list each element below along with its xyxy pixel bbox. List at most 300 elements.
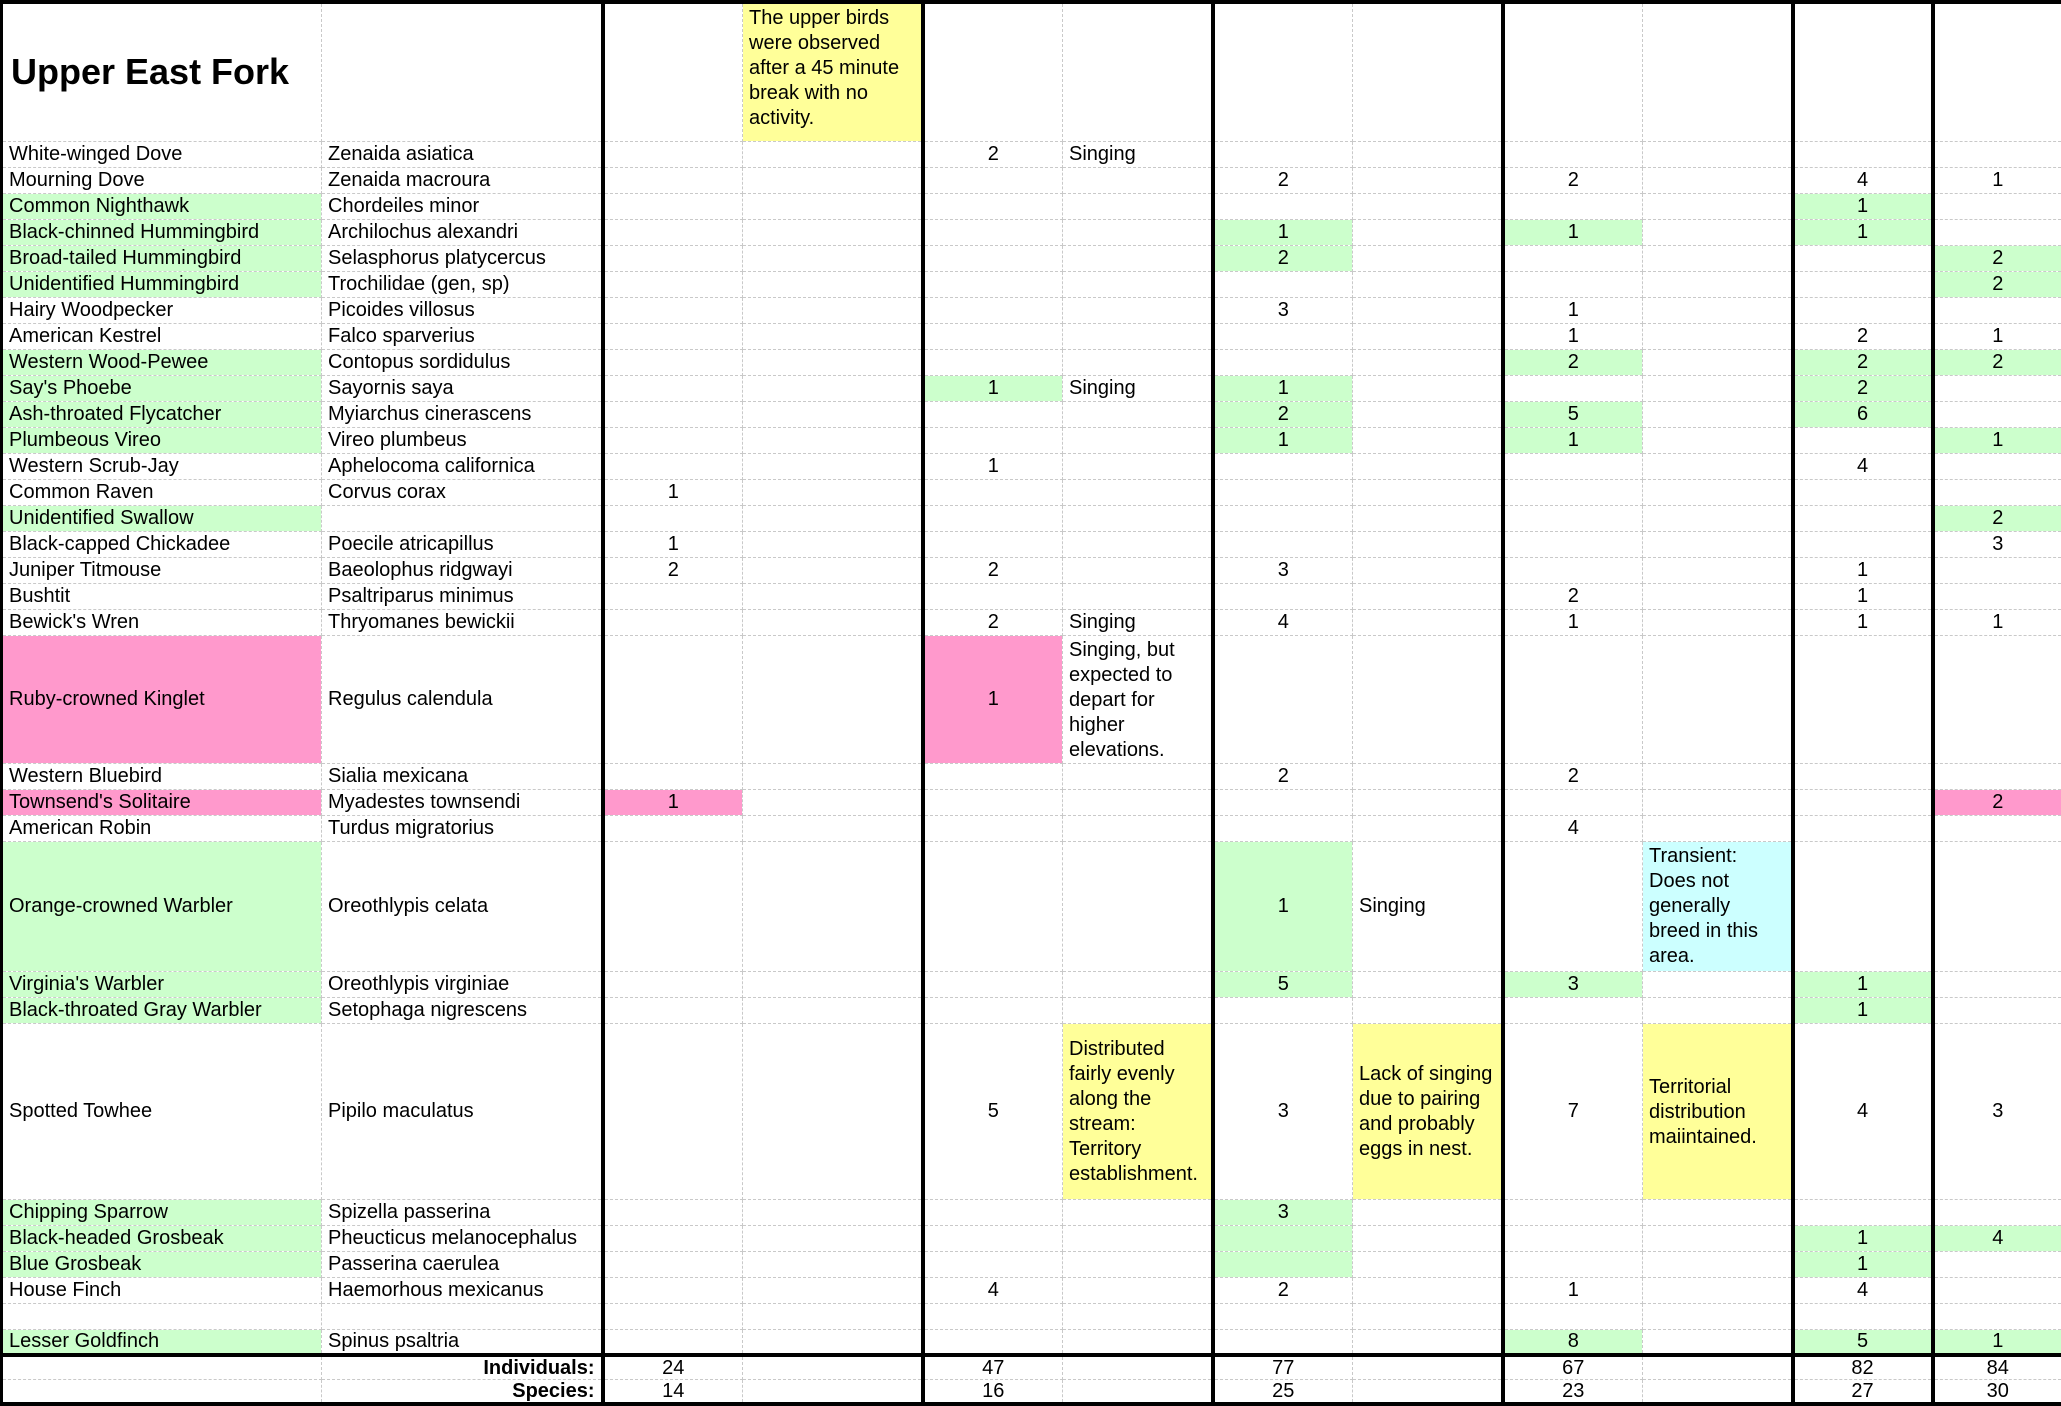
count-cell[interactable] [1213, 271, 1353, 297]
cell[interactable] [1063, 479, 1213, 505]
count-cell[interactable] [1933, 997, 2061, 1023]
count-cell[interactable]: 2 [1503, 583, 1643, 609]
cell[interactable] [743, 245, 923, 271]
count-cell[interactable] [603, 141, 743, 167]
cell[interactable] [1063, 505, 1213, 531]
count-cell[interactable] [1213, 583, 1353, 609]
count-cell[interactable] [923, 505, 1063, 531]
cell[interactable] [1063, 997, 1213, 1023]
cell[interactable] [1643, 815, 1793, 841]
count-cell[interactable] [1793, 841, 1933, 971]
count-cell[interactable] [1933, 375, 2061, 401]
count-cell[interactable] [603, 375, 743, 401]
cell[interactable] [1643, 531, 1793, 557]
count-cell[interactable] [603, 609, 743, 635]
cell[interactable] [1353, 1329, 1503, 1355]
count-cell[interactable]: 4 [1213, 609, 1353, 635]
count-cell[interactable]: 3 [1933, 531, 2061, 557]
cell[interactable] [1063, 1225, 1213, 1251]
count-cell[interactable] [1213, 453, 1353, 479]
cell[interactable] [1353, 971, 1503, 997]
count-cell[interactable] [603, 1023, 743, 1199]
count-cell[interactable] [1933, 583, 2061, 609]
count-cell[interactable]: 1 [1793, 1225, 1933, 1251]
count-cell[interactable] [1933, 1199, 2061, 1225]
cell[interactable] [1643, 997, 1793, 1023]
cell[interactable] [1353, 1303, 1503, 1329]
count-cell[interactable] [603, 1303, 743, 1329]
count-cell[interactable] [603, 245, 743, 271]
cell[interactable] [1063, 841, 1213, 971]
count-cell[interactable] [1503, 271, 1643, 297]
count-cell[interactable]: 1 [923, 635, 1063, 763]
cell[interactable] [1353, 297, 1503, 323]
count-cell[interactable] [923, 971, 1063, 997]
count-cell[interactable] [923, 841, 1063, 971]
count-cell[interactable] [923, 479, 1063, 505]
count-cell[interactable]: 1 [1793, 219, 1933, 245]
count-cell[interactable]: 2 [1793, 375, 1933, 401]
count-cell[interactable]: 6 [1793, 401, 1933, 427]
cell[interactable] [743, 971, 923, 997]
count-cell[interactable]: 2 [1213, 763, 1353, 789]
count-cell[interactable] [1793, 141, 1933, 167]
count-cell[interactable] [1793, 815, 1933, 841]
count-cell[interactable] [1793, 297, 1933, 323]
cell[interactable] [1643, 271, 1793, 297]
count-cell[interactable] [603, 1329, 743, 1355]
cell[interactable] [743, 997, 923, 1023]
cell[interactable] [1063, 763, 1213, 789]
count-cell[interactable]: 2 [923, 557, 1063, 583]
cell[interactable] [743, 297, 923, 323]
count-cell[interactable] [923, 1225, 1063, 1251]
count-cell[interactable] [603, 635, 743, 763]
cell[interactable] [1353, 193, 1503, 219]
count-cell[interactable]: 4 [1793, 167, 1933, 193]
cell[interactable] [743, 1355, 923, 1380]
cell[interactable] [1353, 635, 1503, 763]
count-cell[interactable]: 2 [1503, 167, 1643, 193]
count-cell[interactable] [1793, 505, 1933, 531]
count-cell[interactable]: 2 [1213, 401, 1353, 427]
cell[interactable] [743, 1329, 923, 1355]
count-cell[interactable] [1213, 323, 1353, 349]
cell[interactable] [743, 193, 923, 219]
cell[interactable] [1353, 1277, 1503, 1303]
count-cell[interactable] [1933, 635, 2061, 763]
cell[interactable] [1353, 583, 1503, 609]
count-cell[interactable]: 4 [1933, 1225, 2061, 1251]
cell[interactable] [1643, 1380, 1793, 1405]
count-cell[interactable]: 2 [923, 141, 1063, 167]
count-cell[interactable] [1213, 997, 1353, 1023]
cell[interactable] [1213, 2, 1353, 141]
cell[interactable] [1643, 1355, 1793, 1380]
cell[interactable] [743, 609, 923, 635]
cell[interactable] [1643, 763, 1793, 789]
count-cell[interactable] [923, 271, 1063, 297]
cell[interactable] [1353, 609, 1503, 635]
cell[interactable] [743, 1303, 923, 1329]
cell[interactable] [923, 2, 1063, 141]
count-cell[interactable]: 2 [1503, 349, 1643, 375]
cell[interactable] [743, 401, 923, 427]
count-cell[interactable]: 1 [1503, 297, 1643, 323]
count-cell[interactable] [1503, 1199, 1643, 1225]
cell[interactable] [1353, 1380, 1503, 1405]
cell[interactable] [743, 1023, 923, 1199]
count-cell[interactable]: 1 [1213, 219, 1353, 245]
count-cell[interactable] [923, 401, 1063, 427]
count-cell[interactable] [1933, 815, 2061, 841]
count-cell[interactable] [923, 1303, 1063, 1329]
count-cell[interactable] [603, 841, 743, 971]
count-cell[interactable]: 5 [923, 1023, 1063, 1199]
count-cell[interactable] [1503, 479, 1643, 505]
count-cell[interactable]: 1 [1793, 997, 1933, 1023]
cell[interactable] [1353, 245, 1503, 271]
cell[interactable] [1353, 1251, 1503, 1277]
count-cell[interactable] [923, 1251, 1063, 1277]
count-cell[interactable]: 1 [1213, 427, 1353, 453]
cell[interactable] [1063, 583, 1213, 609]
cell[interactable] [1063, 1303, 1213, 1329]
count-cell[interactable] [1503, 1303, 1643, 1329]
cell[interactable] [1063, 427, 1213, 453]
count-cell[interactable]: 1 [1933, 167, 2061, 193]
count-cell[interactable] [1933, 1277, 2061, 1303]
count-cell[interactable] [923, 297, 1063, 323]
count-cell[interactable]: 2 [1933, 505, 2061, 531]
cell[interactable] [1933, 2, 2061, 141]
count-cell[interactable] [603, 763, 743, 789]
count-cell[interactable]: 4 [1503, 815, 1643, 841]
count-cell[interactable]: 2 [1933, 245, 2061, 271]
count-cell[interactable] [1213, 789, 1353, 815]
count-cell[interactable]: 2 [1793, 349, 1933, 375]
count-cell[interactable]: 1 [1933, 609, 2061, 635]
cell[interactable] [743, 375, 923, 401]
count-cell[interactable]: 2 [1933, 271, 2061, 297]
count-cell[interactable] [1213, 349, 1353, 375]
count-cell[interactable] [1503, 245, 1643, 271]
count-cell[interactable]: 1 [1793, 1251, 1933, 1277]
count-cell[interactable] [1503, 375, 1643, 401]
cell[interactable] [1353, 1355, 1503, 1380]
count-cell[interactable] [603, 971, 743, 997]
count-cell[interactable] [923, 349, 1063, 375]
cell[interactable] [1643, 297, 1793, 323]
cell[interactable] [1353, 167, 1503, 193]
cell[interactable] [2, 1380, 322, 1405]
cell[interactable] [743, 271, 923, 297]
cell[interactable] [1063, 1355, 1213, 1380]
cell[interactable] [1353, 323, 1503, 349]
cell[interactable] [743, 635, 923, 763]
count-cell[interactable] [923, 427, 1063, 453]
count-cell[interactable]: 2 [1213, 245, 1353, 271]
count-cell[interactable] [1503, 997, 1643, 1023]
cell[interactable] [1643, 375, 1793, 401]
cell[interactable] [1353, 763, 1503, 789]
count-cell[interactable]: 1 [1933, 427, 2061, 453]
count-cell[interactable]: 2 [1503, 763, 1643, 789]
cell[interactable] [1643, 789, 1793, 815]
count-cell[interactable]: 7 [1503, 1023, 1643, 1199]
count-cell[interactable]: 1 [1503, 427, 1643, 453]
cell[interactable] [1063, 971, 1213, 997]
cell[interactable] [1643, 1199, 1793, 1225]
count-cell[interactable]: 4 [923, 1277, 1063, 1303]
cell[interactable] [322, 2, 603, 141]
count-cell[interactable] [1793, 763, 1933, 789]
count-cell[interactable]: 1 [1503, 1277, 1643, 1303]
cell[interactable] [1353, 1199, 1503, 1225]
count-cell[interactable] [603, 505, 743, 531]
count-cell[interactable]: 1 [1503, 323, 1643, 349]
cell[interactable] [1063, 219, 1213, 245]
count-cell[interactable] [923, 531, 1063, 557]
cell[interactable] [1503, 2, 1643, 141]
count-cell[interactable]: 2 [1793, 323, 1933, 349]
count-cell[interactable]: 3 [1213, 1023, 1353, 1199]
cell[interactable] [1063, 1329, 1213, 1355]
count-cell[interactable]: 4 [1793, 453, 1933, 479]
count-cell[interactable] [923, 1199, 1063, 1225]
cell[interactable] [1643, 245, 1793, 271]
count-cell[interactable] [1213, 1303, 1353, 1329]
count-cell[interactable] [1503, 1225, 1643, 1251]
cell[interactable] [1063, 531, 1213, 557]
count-cell[interactable]: 2 [1933, 349, 2061, 375]
cell[interactable] [1353, 2, 1503, 141]
cell[interactable] [1353, 479, 1503, 505]
cell[interactable] [1643, 323, 1793, 349]
count-cell[interactable] [1793, 427, 1933, 453]
cell[interactable] [1643, 479, 1793, 505]
count-cell[interactable] [1933, 479, 2061, 505]
count-cell[interactable]: 1 [1933, 323, 2061, 349]
count-cell[interactable] [923, 763, 1063, 789]
count-cell[interactable] [1933, 193, 2061, 219]
count-cell[interactable] [1933, 401, 2061, 427]
count-cell[interactable] [603, 349, 743, 375]
count-cell[interactable] [923, 219, 1063, 245]
cell[interactable] [743, 505, 923, 531]
cell[interactable] [603, 2, 743, 141]
count-cell[interactable]: 1 [1503, 609, 1643, 635]
cell[interactable] [1353, 1225, 1503, 1251]
count-cell[interactable]: 3 [1213, 557, 1353, 583]
count-cell[interactable]: 1 [923, 375, 1063, 401]
cell[interactable] [1643, 2, 1793, 141]
cell[interactable] [1353, 997, 1503, 1023]
count-cell[interactable]: 1 [1793, 971, 1933, 997]
count-cell[interactable] [603, 271, 743, 297]
cell[interactable] [743, 1199, 923, 1225]
count-cell[interactable] [1213, 193, 1353, 219]
count-cell[interactable]: 2 [1933, 789, 2061, 815]
count-cell[interactable] [1213, 1251, 1353, 1277]
count-cell[interactable]: 1 [1793, 557, 1933, 583]
count-cell[interactable] [603, 427, 743, 453]
count-cell[interactable] [1213, 1225, 1353, 1251]
cell[interactable] [743, 219, 923, 245]
count-cell[interactable] [1793, 245, 1933, 271]
cell[interactable] [1063, 789, 1213, 815]
count-cell[interactable]: 2 [603, 557, 743, 583]
cell[interactable] [1063, 193, 1213, 219]
count-cell[interactable] [1793, 271, 1933, 297]
count-cell[interactable] [1503, 789, 1643, 815]
count-cell[interactable] [1933, 453, 2061, 479]
cell[interactable] [1643, 401, 1793, 427]
cell[interactable] [743, 479, 923, 505]
count-cell[interactable] [603, 583, 743, 609]
count-cell[interactable]: 3 [1213, 297, 1353, 323]
count-cell[interactable] [1933, 841, 2061, 971]
cell[interactable] [743, 1225, 923, 1251]
count-cell[interactable]: 1 [1793, 609, 1933, 635]
cell[interactable] [1063, 297, 1213, 323]
count-cell[interactable] [1793, 1303, 1933, 1329]
cell[interactable] [1063, 2, 1213, 141]
count-cell[interactable] [1503, 841, 1643, 971]
cell[interactable] [1063, 167, 1213, 193]
cell[interactable] [743, 1380, 923, 1405]
count-cell[interactable] [603, 297, 743, 323]
cell[interactable] [1063, 401, 1213, 427]
cell[interactable] [1063, 1380, 1213, 1405]
count-cell[interactable] [603, 323, 743, 349]
cell[interactable] [1643, 635, 1793, 763]
count-cell[interactable]: 2 [923, 609, 1063, 635]
count-cell[interactable] [603, 1199, 743, 1225]
cell[interactable] [1063, 349, 1213, 375]
count-cell[interactable] [923, 997, 1063, 1023]
count-cell[interactable]: 8 [1503, 1329, 1643, 1355]
cell[interactable] [1353, 505, 1503, 531]
cell[interactable] [1643, 427, 1793, 453]
count-cell[interactable] [603, 193, 743, 219]
count-cell[interactable] [1933, 971, 2061, 997]
count-cell[interactable] [1793, 635, 1933, 763]
count-cell[interactable] [1503, 505, 1643, 531]
count-cell[interactable] [1213, 505, 1353, 531]
count-cell[interactable] [1213, 1329, 1353, 1355]
count-cell[interactable]: 1 [1213, 375, 1353, 401]
count-cell[interactable] [1793, 479, 1933, 505]
count-cell[interactable] [603, 219, 743, 245]
cell[interactable] [743, 1277, 923, 1303]
cell[interactable] [743, 557, 923, 583]
cell[interactable] [1793, 2, 1933, 141]
count-cell[interactable] [603, 453, 743, 479]
count-cell[interactable]: 5 [1793, 1329, 1933, 1355]
count-cell[interactable] [1213, 531, 1353, 557]
cell[interactable] [1643, 1303, 1793, 1329]
count-cell[interactable]: 1 [1793, 193, 1933, 219]
cell[interactable] [1643, 349, 1793, 375]
cell[interactable] [1643, 971, 1793, 997]
count-cell[interactable] [1503, 635, 1643, 763]
count-cell[interactable]: 4 [1793, 1023, 1933, 1199]
cell[interactable] [1063, 453, 1213, 479]
count-cell[interactable] [603, 815, 743, 841]
count-cell[interactable] [923, 167, 1063, 193]
count-cell[interactable] [1933, 219, 2061, 245]
cell[interactable] [1353, 531, 1503, 557]
count-cell[interactable]: 3 [1933, 1023, 2061, 1199]
cell[interactable] [1643, 1277, 1793, 1303]
count-cell[interactable] [1933, 557, 2061, 583]
cell[interactable] [1063, 271, 1213, 297]
count-cell[interactable] [1793, 1199, 1933, 1225]
count-cell[interactable] [1503, 1251, 1643, 1277]
count-cell[interactable] [1933, 1303, 2061, 1329]
count-cell[interactable] [923, 789, 1063, 815]
cell[interactable] [1353, 271, 1503, 297]
cell[interactable] [1643, 505, 1793, 531]
cell[interactable] [1063, 1251, 1213, 1277]
count-cell[interactable]: 1 [603, 479, 743, 505]
count-cell[interactable] [1213, 635, 1353, 763]
cell[interactable] [1643, 453, 1793, 479]
count-cell[interactable]: 1 [603, 789, 743, 815]
count-cell[interactable]: 1 [923, 453, 1063, 479]
count-cell[interactable] [1213, 479, 1353, 505]
count-cell[interactable]: 3 [1503, 971, 1643, 997]
count-cell[interactable] [923, 815, 1063, 841]
cell[interactable] [743, 531, 923, 557]
cell[interactable] [1643, 1251, 1793, 1277]
cell[interactable] [1353, 453, 1503, 479]
cell[interactable] [743, 453, 923, 479]
count-cell[interactable]: 4 [1793, 1277, 1933, 1303]
cell[interactable] [743, 349, 923, 375]
cell[interactable] [743, 1251, 923, 1277]
count-cell[interactable] [923, 193, 1063, 219]
cell[interactable] [1353, 141, 1503, 167]
count-cell[interactable] [603, 167, 743, 193]
count-cell[interactable] [603, 1251, 743, 1277]
cell[interactable] [1353, 789, 1503, 815]
count-cell[interactable] [1503, 557, 1643, 583]
cell[interactable] [1643, 557, 1793, 583]
cell[interactable] [743, 815, 923, 841]
cell[interactable] [1063, 1199, 1213, 1225]
count-cell[interactable]: 3 [1213, 1199, 1353, 1225]
count-cell[interactable] [1213, 141, 1353, 167]
cell[interactable] [1353, 815, 1503, 841]
count-cell[interactable] [923, 323, 1063, 349]
cell[interactable] [2, 1355, 322, 1380]
cell[interactable] [1353, 427, 1503, 453]
cell[interactable] [743, 323, 923, 349]
cell[interactable] [743, 427, 923, 453]
count-cell[interactable] [1933, 1251, 2061, 1277]
count-cell[interactable] [603, 997, 743, 1023]
cell[interactable] [1353, 375, 1503, 401]
count-cell[interactable] [603, 1225, 743, 1251]
cell[interactable] [1643, 141, 1793, 167]
count-cell[interactable]: 5 [1213, 971, 1353, 997]
cell[interactable] [1643, 609, 1793, 635]
count-cell[interactable] [1793, 789, 1933, 815]
count-cell[interactable]: 1 [1503, 219, 1643, 245]
count-cell[interactable]: 1 [603, 531, 743, 557]
